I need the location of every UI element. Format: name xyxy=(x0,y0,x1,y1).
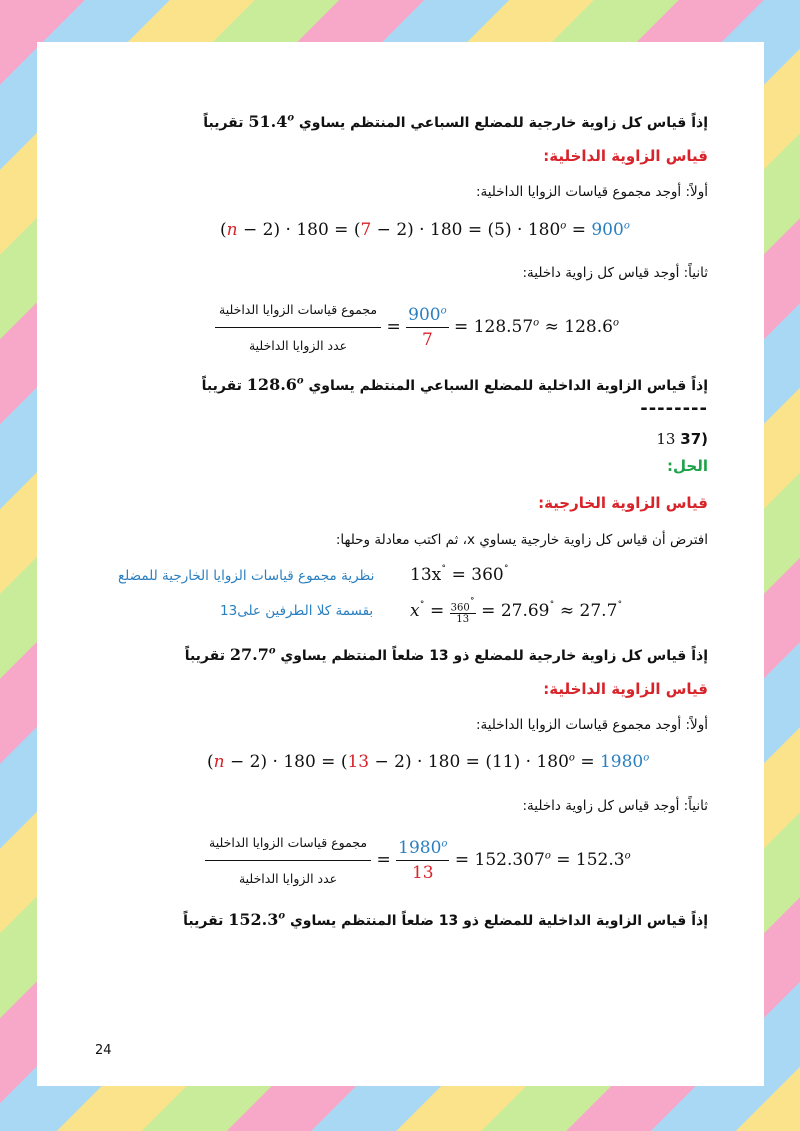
step-two-text: ثانياً: أوجد قياس كل زاوية داخلية: xyxy=(522,265,708,281)
step-one-text: أولاً: أوجد مجموع قياسات الزوايا الداخلية: xyxy=(475,184,708,200)
interior-conclusion-13: إذاً قياس الزاوية الداخلية للمضلع ذو 13 ضلعاً المنتظم يساوي 152.3$^o$ تقريباً xyxy=(183,910,708,929)
interior-conclusion-heptagon: إذاً قياس الزاوية الداخلية للمضلع السباعي المنتظم يساوي 128.6$^o$ تقريباً xyxy=(201,375,708,394)
exterior-angle-heading: قياس الزاوية الخارجية: xyxy=(538,494,708,512)
theorem-note: نظرية مجموع قياسات الزوايا الخارجية للمضلع xyxy=(118,568,375,584)
assume-text: افترض أن قياس كل زاوية خارجية يساوي x، ثم اكتب معادلة وحلها: xyxy=(335,532,708,548)
problem-number: 13 37) xyxy=(656,430,708,448)
interior-angle-equation-heptagon: $\frac{\text{مجموع قياسات الزوايا الداخلية}}{\text{عدد الزوايا الداخلية}}$ = $\frac{900^o}{7}$ = $128.57^o \approx 128.6^o$ xyxy=(215,302,619,353)
step-one-text-2: أولاً: أوجد مجموع قياسات الزوايا الداخلية: xyxy=(475,717,708,733)
exterior-conclusion-13: إذاً قياس كل زاوية خارجية للمضلع ذو 13 ضلعاً المنتظم يساوي 27.7$^o$ تقريباً xyxy=(184,645,708,664)
interior-sum-equation-13: $(n - 2) \cdot 180 = (13 - 2) \cdot 180 = (11) \cdot 180^o = 1980^o$ xyxy=(207,752,650,772)
exterior-sum-equation: 13x˚ = 360˚ xyxy=(410,565,509,585)
solution-label: الحل: xyxy=(667,457,708,475)
interior-angle-equation-13: $\frac{\text{مجموع قياسات الزوايا الداخلية}}{\text{عدد الزوايا الداخلية}}$ = $\frac{1980^o}{13}$ = $152.307^o = 152.3^o$ xyxy=(205,835,631,886)
interior-angle-heading-2: قياس الزاوية الداخلية: xyxy=(543,680,708,698)
separator-dashes: -------- xyxy=(640,398,708,419)
interior-sum-equation-heptagon: $(n - 2) \cdot 180 = (7 - 2) \cdot 180 = (5) \cdot 180^o = 900^o$ xyxy=(220,220,630,240)
divide-note: بقسمة كلا الطرفين على13 xyxy=(220,603,374,619)
interior-angle-heading: قياس الزاوية الداخلية: xyxy=(543,147,708,165)
exterior-angle-equation: x˚ = $\frac{360^˚}{13}$ = 27.69˚ ≈ 27.7˚ xyxy=(410,598,623,626)
exterior-conclusion-heptagon: إذاً قياس كل زاوية خارجية للمضلع السباعي المنتظم يساوي 51.4$^o$ تقريباً xyxy=(203,112,708,131)
page-number: 24 xyxy=(95,1043,112,1058)
step-two-text-2: ثانياً: أوجد قياس كل زاوية داخلية: xyxy=(522,798,708,814)
